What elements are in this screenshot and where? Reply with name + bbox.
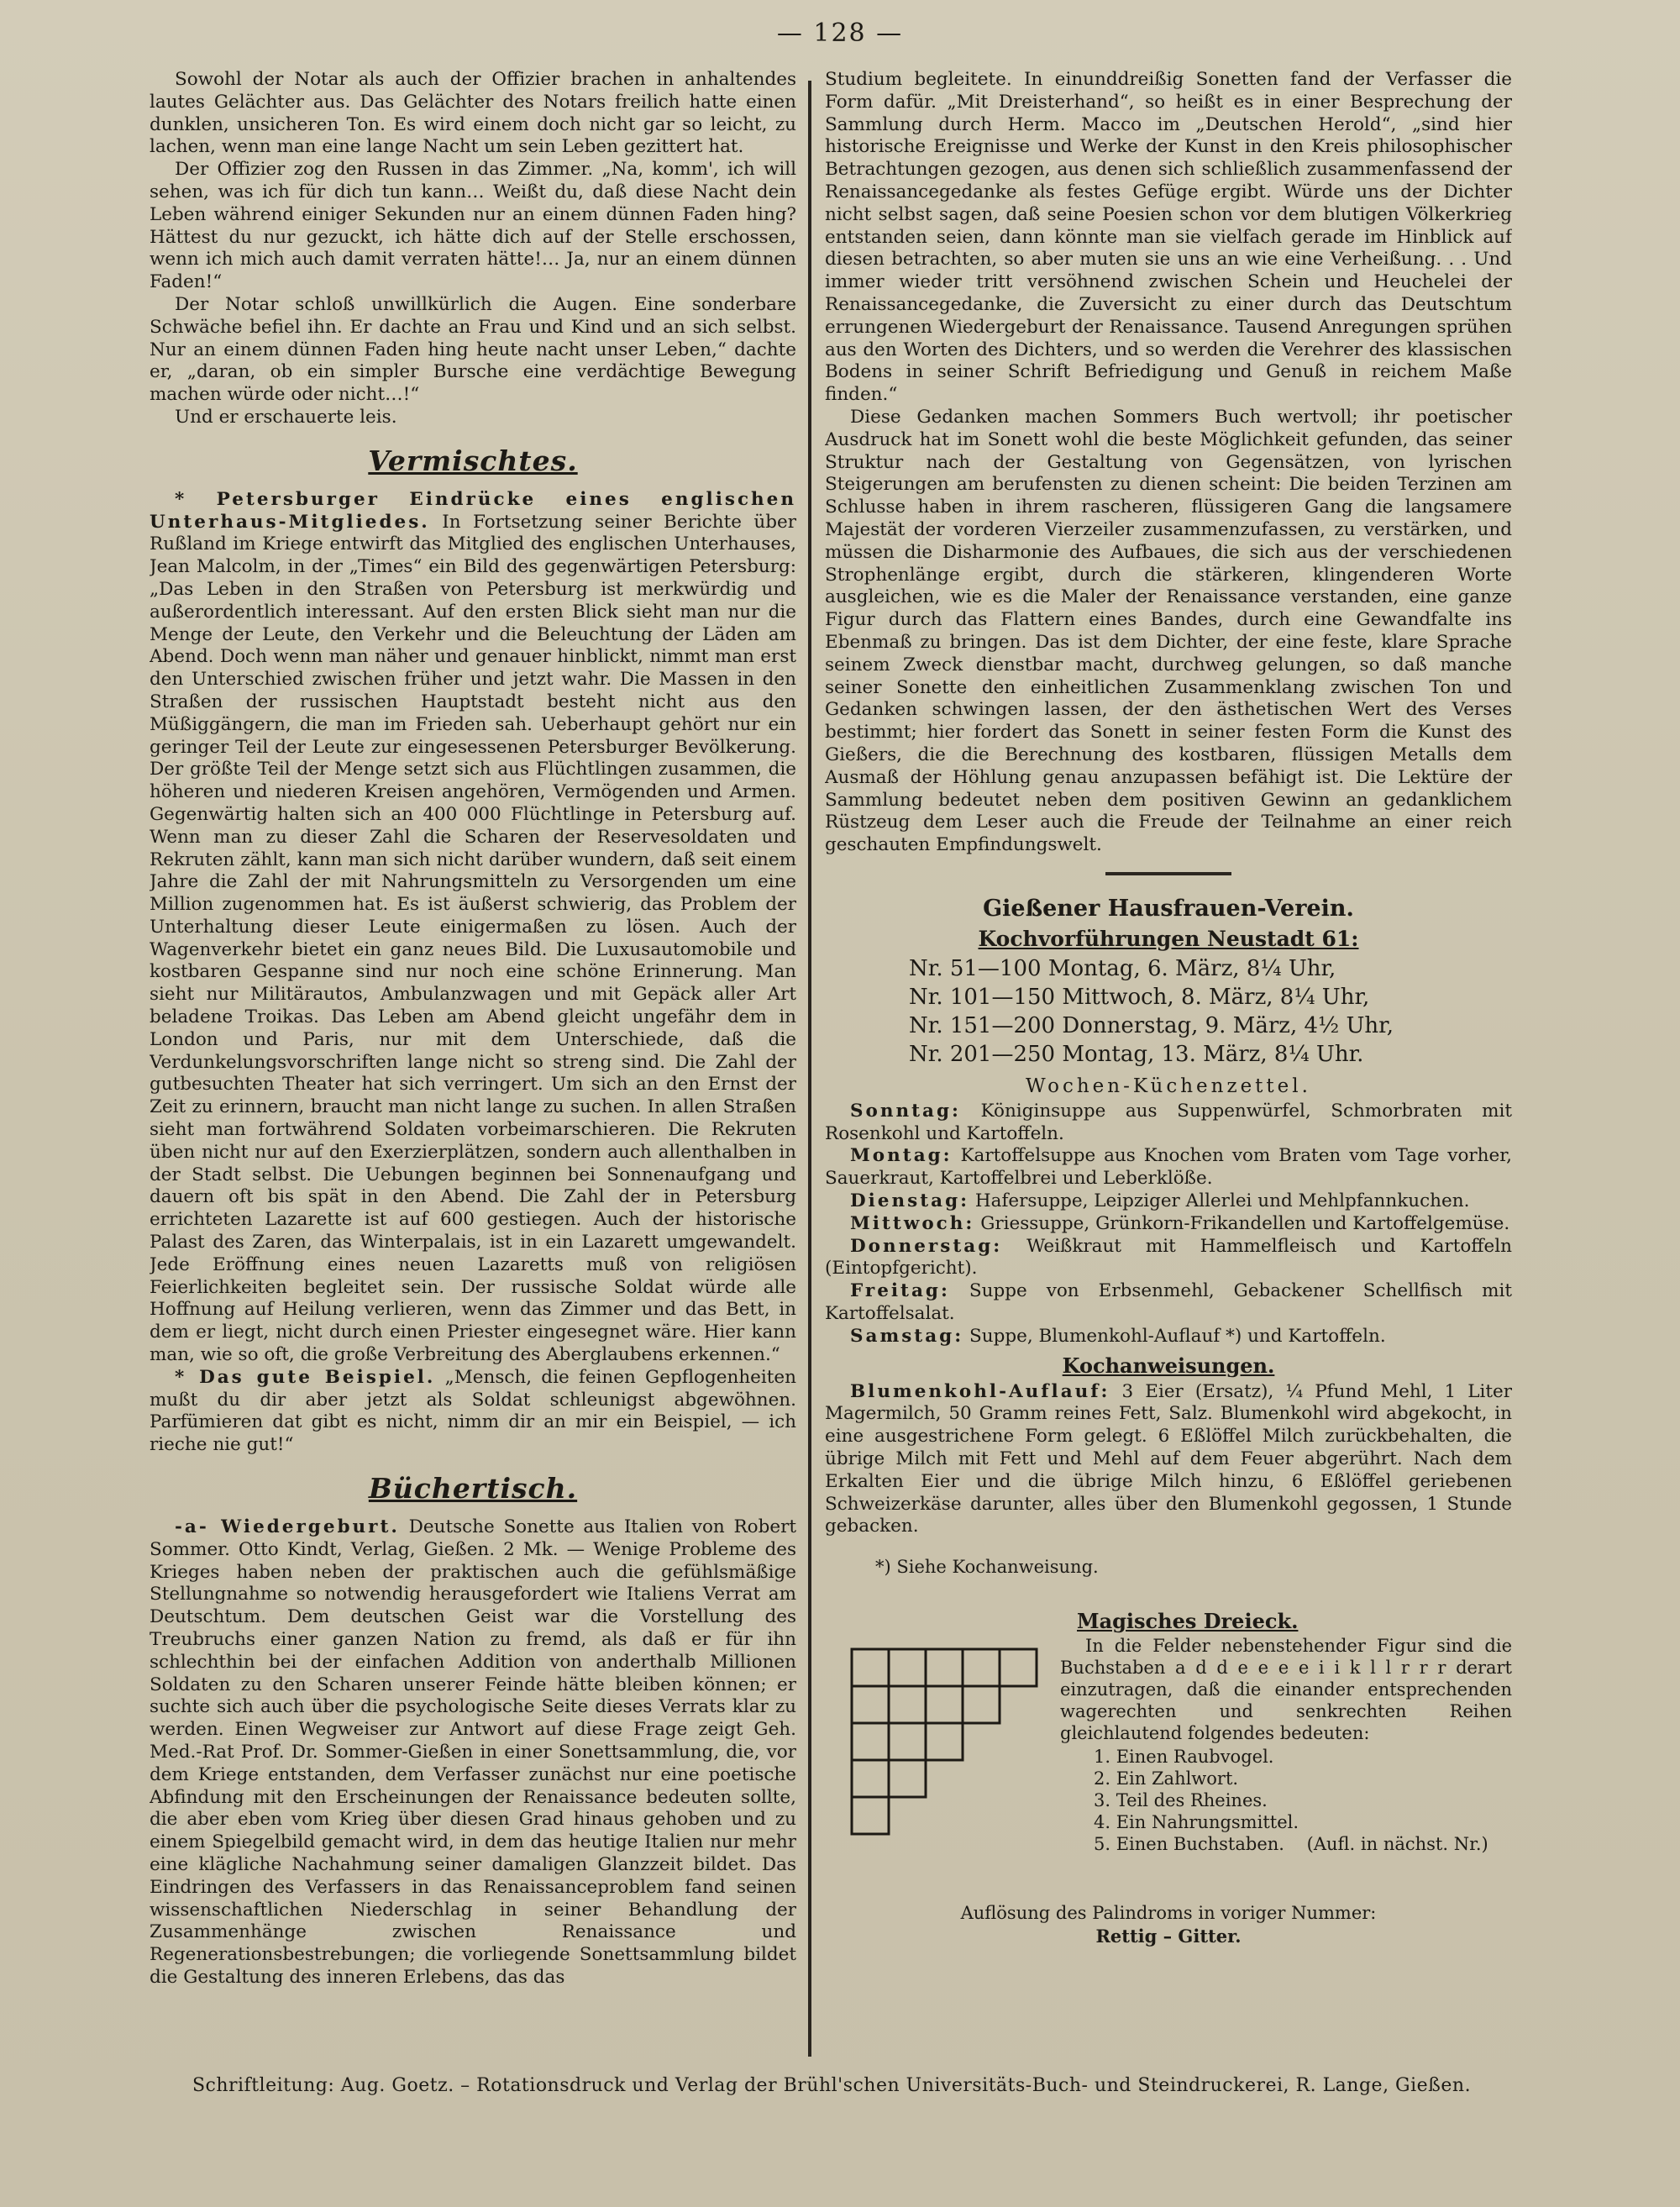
menu-text: Suppe, Blumenkohl-Auflauf *) und Kartoffeln. <box>969 1325 1386 1347</box>
puzzle-hint: (Aufl. in nächst. Nr.) <box>1306 1834 1488 1855</box>
recipe <box>825 1381 1512 1539</box>
column-divider <box>808 81 811 2057</box>
menu-day: Sonntag: <box>850 1100 961 1122</box>
menu-text: Weißkraut mit Hammelfleisch und Kartoffeln (Eintopfgericht). <box>825 1235 1512 1280</box>
menu-text: Griessuppe, Grünkorn-Frikandellen und Kartoffelgemüse. <box>980 1212 1510 1234</box>
menu-text: Kartoffelsuppe aus Knochen vom Braten vom Tage vorher, Sauerkraut, Kartoffelbrei und Leberklöße. <box>825 1145 1512 1190</box>
article-lead: * Petersburger Eindrücke eines englischen Unterhaus-Mitgliedes. <box>150 488 796 533</box>
puzzle-clue: 4. Ein Nahrungsmittel. <box>1094 1812 1299 1833</box>
article-wiedergeburt <box>150 1516 796 1989</box>
puzzle-clue: 3. Teil des Rheines. <box>1094 1790 1268 1811</box>
puzzle-clue: 1. Einen Raubvogel. <box>1094 1747 1274 1768</box>
left-column <box>150 69 796 2063</box>
article-lead: -a- Wiedergeburt. <box>175 1516 400 1538</box>
subheading-kuechenzettel: Wochen-Küchenzettel. <box>1026 1075 1311 1097</box>
article-body: In Fortsetzung seiner Berichte über Rußland im Kriege entwirft das Mitglied des englischen Unterhauses, Jean Malcolm, in der „Times“ ein Bild des gegenwärtigen Petersburg: „Das Leben in den Straßen von Petersburg ist merkwürdig und außerordentlich interessant. Auf den ersten Blick sieht man nur die Menge der Leute, den Verkehr und die Beleuchtung der Läden am Abend. Doch wenn man näher und genauer hinblickt, nimmt man erst den Unterschied zwischen früher und jetzt wahr. Die Massen in den Straßen der russischen Hauptstadt besteht nicht aus den Müßiggängern, die man im Frieden sah. Ueberhaupt gehört nur ein geringer Teil der Leute zur eingesessenen Petersburger Bevölkerung. Der größte Teil der Menge setzt sich aus Flüchtlingen zusammen, die höheren und niederen Kreisen angehören, Vermögenden und Armen. Gegenwärtig halten sich an 400 000 Flüchtlinge in Petersburg auf. Wenn man zu dieser Zahl die Scharen der Reservesoldaten und Rekruten zählt, kann man sich nicht darüber wundern, daß seit einem Jahre die Zahl der mit Nahrungsmitteln zu Versorgenden um eine Million zugenommen hat. Es ist äußerst schwierig, das Problem der Unterhaltung dieser Leute einigermaßen zu lösen. Auch der Wagenverkehr bietet ein ganz neues Bild. Die Luxusautomobile und kostbaren Gespanne sind nur noch eine schöne Erinnerung. Man sieht nur Militärautos, Ambulanzwagen und mit Gepäck aller Art beladene Troikas. Das Leben am Abend gleicht ungefähr dem in London und Paris, nur mit dem Unterschiede, daß die Verdunkelungsvorschriften lange nicht so streng sind. Die Zahl der gutbesuchten Theater hat sich verringert. Um sich an den Ernst der Zeit zu erinnern, braucht man nicht lange zu suchen. In allen Straßen sieht man fortwährend Soldaten vorbeimarschieren. Die Rekruten üben nicht nur auf den Exerzierplätzen, sondern auch allenthalben in der Stadt selbst. Die Uebungen beginnen bei Sonnenaufgang und dauern oft bis spät in den Abend. Die Zahl der in Petersburg errichteten Lazarette ist auf 600 gestiegen. Auch der historische Palast des Zaren, das Winterpalais, ist in ein Lazarett umgewandelt. Jede Eröffnung eines neuen Lazaretts muß von religiösen Feierlichkeiten begleitet sein. Der russische Soldat würde alle Hoffnung auf Heilung verlieren, wenn das Zimmer und das Bett, in dem er liegt, nicht durch einen Priester eingesegnet wäre. Hier kann man, wie so oft, die große Verbreitung des Aberglaubens erkennen.“ <box>150 511 796 1366</box>
solution-title: Auflösung des Palindroms in voriger Nummer: <box>960 1903 1377 1924</box>
schedule-line: Nr. 51—100 Montag, 6. März, 8¼ Uhr, <box>909 955 1336 981</box>
page-number: — 128 — <box>776 18 904 48</box>
menu-item <box>825 1145 1512 1190</box>
imprint-footer: Schriftleitung: Aug. Goetz. – Rotationsdruck und Verlag der Brühl'schen Universitäts-Buch- und Steindruckerei, R. Lange, Gießen. <box>192 2075 1472 2096</box>
solution-text: Rettig – Gitter. <box>1095 1926 1242 1947</box>
subheading-kochvorfuehrungen: Kochvorführungen Neustadt 61: <box>978 926 1359 951</box>
menu-day: Mittwoch: <box>850 1212 975 1234</box>
puzzle-clue: 5. Einen Buchstaben. (Aufl. in nächst. Nr.) <box>1094 1834 1488 1855</box>
menu-day: Dienstag: <box>850 1190 970 1212</box>
article-continuation: Studium begleitete. In einunddreißig Sonetten fand der Verfasser die Form dafür. „Mit Dreisterhand“, so heißt es in einer Besprechung der Sammlung durch Herm. Macco im „Deutschen Herold“, „sind hier historische Ereignisse und Werke der Kunst in den Kreis philosophischer Betrachtungen gezogen, aus denen sich schließlich zusammenfassend der Renaissancegedanke als festes Gefüge ergibt. Würde uns der Dichter nicht selbst sagen, daß seine Poesien schon vor dem blutigen Völkerkrieg entstanden seien, dann könnte man sie vielfach gerade im Hinblick auf diesen betrachten, so aber muten sie uns an wie eine Verheißung. . . Und immer wieder tritt versöhnend zwischen Schein und Heuchelei der Renaissancegedanke, die Zuversicht zu einer durch das Deutschtum errungenen Wiedergeburt der Renaissance. Tausend Anregungen sprühen aus den Worten des Dichters, und so werden die Verehrer des klassischen Bodens in seiner Schrift Befriedigung und Genuß in reichem Maße finden.“ <box>825 69 1512 406</box>
menu-item <box>825 1236 1512 1281</box>
story-paragraph: Der Offizier zog den Russen in das Zimmer. „Na, komm', ich will sehen, was ich für dich tun kann… Weißt du, daß diese Nacht dein Leben während einiger Sekunden nur an einem dünnen Faden hing? Hättest du nur gezuckt, ich hätte dich auf der Stelle erschossen, wenn ich mich auch damit verraten hätte!… Ja, nur an einem dünnen Faden!“ <box>150 159 796 293</box>
article-petersburg <box>150 489 796 1367</box>
article-body: „Mensch, die feinen Gepflogenheiten mußt du dir aber jetzt als Soldat schleunigst abgewöhnen. Parfümieren dat gibt es nicht, nimm dir an mir ein Beispiel, — ich rieche nie gut!“ <box>150 1366 796 1456</box>
right-column <box>825 69 1512 2063</box>
menu-day: Donnerstag: <box>850 1235 1003 1257</box>
puzzle-title: Magisches Dreieck. <box>1077 1609 1299 1634</box>
menu-item <box>825 1213 1512 1236</box>
article-lead: * Das gute Beispiel. <box>175 1366 436 1388</box>
schedule-list <box>909 954 1512 1069</box>
section-heading-hausfrauen-verein: Gießener Hausfrauen-Verein. <box>983 895 1354 922</box>
subheading-kochanweisungen: Kochanweisungen. <box>1062 1353 1275 1378</box>
recipe-title: Blumenkohl-Auflauf: <box>850 1380 1110 1402</box>
menu-item <box>825 1190 1512 1213</box>
grid-row <box>852 1797 889 1834</box>
section-rule <box>1105 872 1231 875</box>
triangle-grid-figure <box>850 1647 1053 1873</box>
article-beispiel <box>150 1367 796 1457</box>
section-heading-vermischtes: Vermischtes. <box>368 444 578 477</box>
menu-text: Hafersuppe, Leipziger Allerlei und Mehlpfannkuchen. <box>974 1190 1470 1212</box>
article-body: Deutsche Sonette aus Italien von Robert Sommer. Otto Kindt, Verlag, Gießen. 2 Mk. — Wenige Probleme des Krieges haben neben der praktischen auch die gefühlsmäßige Stellungnahme so notwendig herausgefordert wie Italiens Verrat am Deutschtum. Dem deutschen Geist war die Vorstellung des Treubruchs einer ganzen Nation zu fremd, als daß er für ihn schlechthin bei der einfachen Addition von anderthalb Millionen Soldaten zu den Scharen unserer Feinde hätte bleiben können; er suchte sich auch über die psychologische Seite dieses Verrats klar zu werden. Einen Wegweiser zur Antwort auf diese Frage zeigt Geh. Med.-Rat Prof. Dr. Sommer-Gießen in einer Sonettsammlung, die, vor dem Kriege entstanden, dem Verfasser zunächst nur eine poetische Abfindung mit den Erscheinungen der Renaissance bedeuten sollte, die aber eben vom Krieg über diesen Grad hinaus gehoben und zu einem Spiegelbild gemacht wird, in dem das heutige Italien nur mehr eine klägliche Nachahmung seiner damaligen Glanzzeit bildet. Das Eindringen des Verfassers in das Renaissanceproblem fand seinen wissenschaftlichen Niederschlag in seiner Behandlung der Zusammenhänge zwischen Renaissance und Regenerationsbestrebungen; die vorliegende Sonettsammlung bildet die Gestaltung des inneren Erlebens, das das <box>150 1516 796 1988</box>
puzzle-clue: 2. Ein Zahlwort. <box>1094 1768 1239 1789</box>
menu-item <box>825 1326 1512 1348</box>
schedule-line: Nr. 201—250 Montag, 13. März, 8¼ Uhr. <box>909 1041 1364 1067</box>
menu-item <box>825 1280 1512 1326</box>
puzzle-clues <box>1094 1746 1512 1855</box>
story-paragraph: Sowohl der Notar als auch der Offizier brachen in anhaltendes lautes Gelächter aus. Das Gelächter des Notars freilich hatte einen dunklen, unsicheren Ton. Es wird einem doch nicht gar so leicht, zu lachen, wenn man eine lange Nacht um sein Leben gezittert hat. <box>150 69 796 158</box>
menu-day: Samstag: <box>850 1325 964 1347</box>
schedule-line: Nr. 151—200 Donnerstag, 9. März, 4½ Uhr, <box>909 1012 1394 1038</box>
recipe-footnote: *) Siehe Kochanweisung. <box>875 1557 1099 1578</box>
section-heading-buechertisch: Büchertisch. <box>368 1472 578 1505</box>
story-paragraph: Der Notar schloß unwillkürlich die Augen. Eine sonderbare Schwäche befiel ihn. Er dachte an Frau und Kind und an sich selbst. Nur an einem dünnen Faden hing heute nacht unser Leben,“ dachte er, „daran, ob ein simpler Bursche eine verdächtige Bewegung machen würde oder nicht…!“ <box>150 293 796 406</box>
article-paragraph: Diese Gedanken machen Sommers Buch wertvoll; ihr poetischer Ausdruck hat im Sonett wohl die beste Möglichkeit gefunden, das seiner Struktur nach der Gestaltung von Gegensätzen, von lyrischen Steigerungen am berufensten zu dienen scheint: Die beiden Terzinen am Schlusse haben in ihrem rascheren, flüssigeren Gang die langsamere Majestät der vorderen Vierzeiler zusammenzufassen, zu verstärken, und müssen die Disharmonie des Aufbaues, die sich aus der verschiedenen Strophenlänge ergibt, durch die stärkeren, klingenderen Worte ausgleichen, wie es die Maler der Renaissance verstanden, eine ganze Figur durch das Flattern eines Bandes, durch eine Gewandfalte ins Ebenmaß zu bringen. Das ist dem Dichter, der eine feste, klare Sprache seinem Zweck dienstbar macht, durchweg gelungen, so daß manche seiner Sonette den einheitlichen Zusammenklang zwischen Ton und Gedanken schwingen lassen, der den ästhetischen Wert des Verses bestimmt; hier fordert das Sonett in seiner festen Form die Kunst des Gießers, die die Berechnung des kostbaren, flüssigen Metalls dem Ausmaß der Höhlung genau anzupassen befähigt ist. Die Lektüre der Sammlung bedeutet neben dem positiven Gewinn an gedanklichem Rüstzeug dem Leser auch die Freude der Teilnahme an einer reich geschauten Empfindungswelt. <box>825 406 1512 856</box>
story-paragraph: Und er erschauerte leis. <box>175 406 397 428</box>
puzzle-instructions: In die Felder nebenstehender Figur sind die Buchstaben a d d e e e e i i k l l r r r derart einzutragen, daß die einander entsprechenden wagerechten und senkrechten Reihen gleichlautend folgendes bedeuten: <box>1060 1636 1512 1744</box>
menu-text: Suppe von Erbsenmehl, Gebackener Schellfisch mit Kartoffelsalat. <box>825 1280 1512 1325</box>
recipe-body: 3 Eier (Ersatz), ¼ Pfund Mehl, 1 Liter Magermilch, 50 Gramm reines Fett, Salz. Blumenkohl wird abgekocht, in eine ausgestrichene Form gelegt. 6 Eßlöffel Milch zurückbehalten, die übrige Milch mit Fett und Mehl auf dem Feuer abgerührt. Nach dem Erkalten Eier und die übrige Milch hinzu, 6 Eßlöffel geriebenen Schweizerkäse darunter, alles über den Blumenkohl gegossen, 1 Stunde gebacken. <box>825 1380 1512 1537</box>
menu-day: Montag: <box>850 1145 953 1167</box>
grid-row <box>852 1649 1037 1686</box>
schedule-line: Nr. 101—150 Mittwoch, 8. März, 8¼ Uhr, <box>909 984 1370 1010</box>
puzzle-text <box>1060 1609 1512 1855</box>
magic-triangle-puzzle <box>825 1609 1512 1894</box>
grid-row <box>852 1723 963 1760</box>
menu-text: Königinsuppe aus Suppenwürfel, Schmorbraten mit Rosenkohl und Kartoffeln. <box>825 1100 1512 1144</box>
palindrome-solution <box>825 1901 1512 1948</box>
menu-item <box>825 1101 1512 1146</box>
menu-day: Freitag: <box>850 1280 950 1302</box>
